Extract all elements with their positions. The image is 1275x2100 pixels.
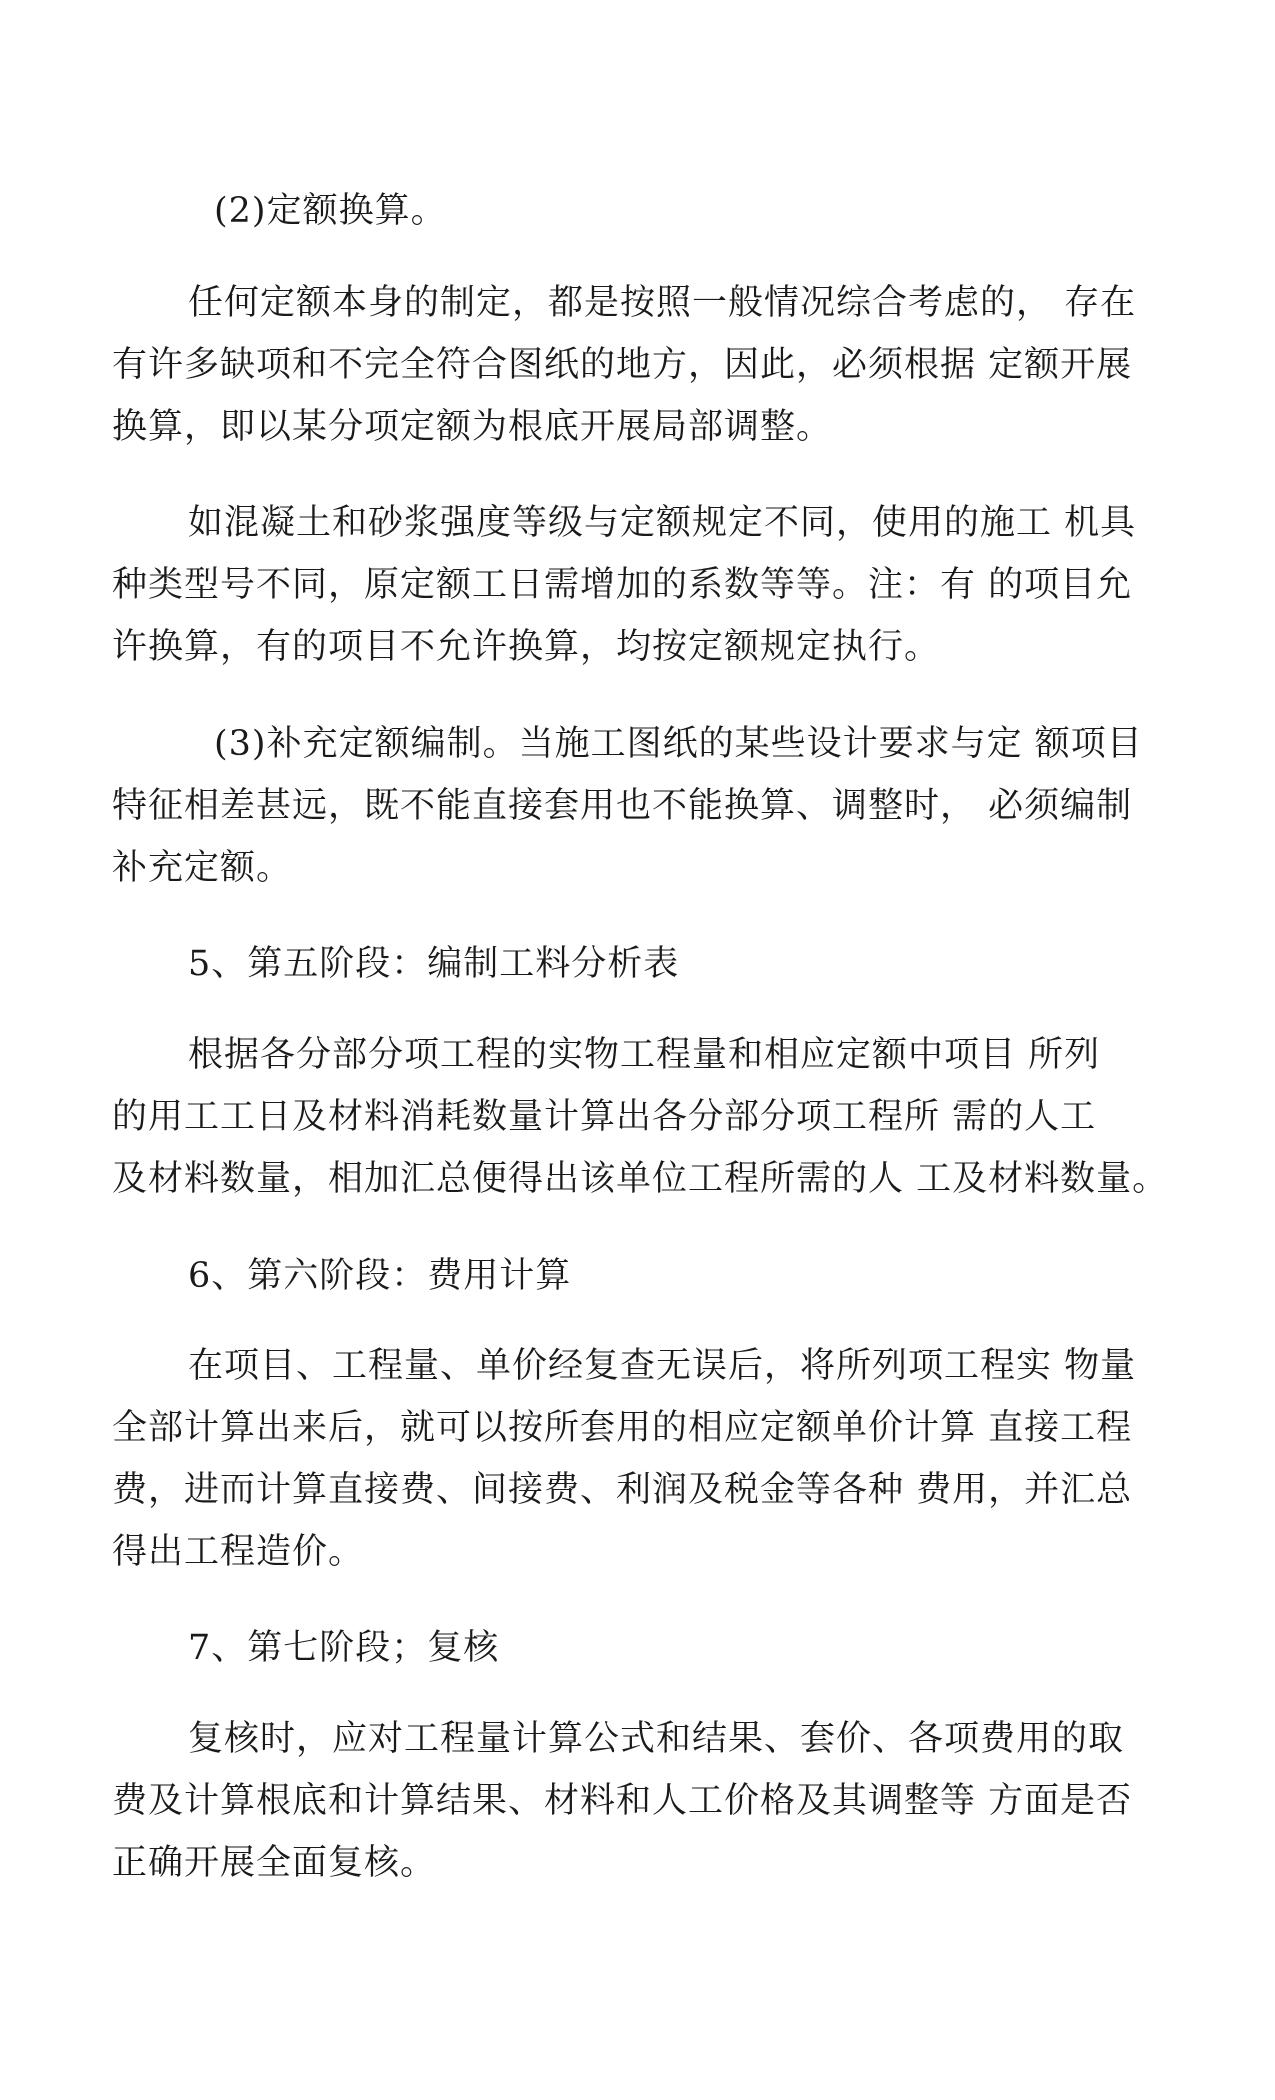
text-line: 及材料数量，相加汇总便得出该单位工程所需的人 工及材料数量。 [112, 1159, 1169, 1199]
section-heading-stage-5 [112, 933, 1172, 995]
text-line: 复核时，应对工程量计算公式和结果、套价、各项费用的取 [188, 1719, 1125, 1759]
paragraph-conversion-examples [112, 492, 1172, 678]
text-line: 6、第六阶段：费用计算 [188, 1256, 572, 1296]
text-line: 换算，即以某分项定额为根底开展局部调整。 [112, 407, 833, 447]
text-line: 的用工工日及材料消耗数量计算出各分部分项工程所 需的人工 [112, 1097, 1097, 1137]
text-line: 5、第五阶段：编制工料分析表 [188, 944, 680, 984]
paragraph-stage-5-body [112, 1024, 1172, 1210]
text-line: 费，进而计算直接费、间接费、利润及税金等各种 费用，并汇总 [112, 1470, 1133, 1510]
text-line: 根据各分部分项工程的实物工程量和相应定额中项目 所列 [188, 1035, 1101, 1075]
text-line: 费及计算根底和计算结果、材料和人工价格及其调整等 方面是否 [112, 1781, 1133, 1821]
section-heading-stage-6 [112, 1245, 1172, 1307]
text-line: 正确开展全面复核。 [112, 1843, 437, 1883]
text-line: 补充定额。 [112, 848, 293, 888]
paragraph-supplementary-quota [112, 713, 1172, 899]
paragraph-stage-7-body [112, 1708, 1172, 1894]
text-line: 得出工程造价。 [112, 1532, 365, 1572]
text-line: 有许多缺项和不完全符合图纸的地方，因此，必须根据 定额开展 [112, 345, 1133, 385]
text-line: 如混凝土和砂浆强度等级与定额规定不同，使用的施工 机具 [188, 503, 1137, 543]
paragraph-quota-conversion-body [112, 272, 1172, 458]
text-line: 许换算，有的项目不允许换算，均按定额规定执行。 [112, 627, 941, 667]
paragraph-quota-conversion-heading [112, 180, 1172, 242]
text-line: (3)补充定额编制。当施工图纸的某些设计要求与定 额项目 [214, 724, 1143, 764]
text-line: 特征相差甚远，既不能直接套用也不能换算、调整时， 必须编制 [112, 786, 1133, 826]
text-line: 7、第七阶段；复核 [188, 1628, 500, 1668]
text-line: 全部计算出来后，就可以按所套用的相应定额单价计算 直接工程 [112, 1408, 1133, 1448]
text-line: (2)定额换算。 [214, 191, 447, 231]
text-line: 任何定额本身的制定，都是按照一般情况综合考虑的， 存在 [188, 283, 1137, 323]
text-line: 种类型号不同，原定额工日需增加的系数等等。注：有 的项目允 [112, 565, 1133, 605]
text-line: 在项目、工程量、单价经复查无误后，将所列项工程实 物量 [188, 1346, 1137, 1386]
paragraph-stage-6-body [112, 1335, 1172, 1583]
section-heading-stage-7 [112, 1617, 1172, 1679]
